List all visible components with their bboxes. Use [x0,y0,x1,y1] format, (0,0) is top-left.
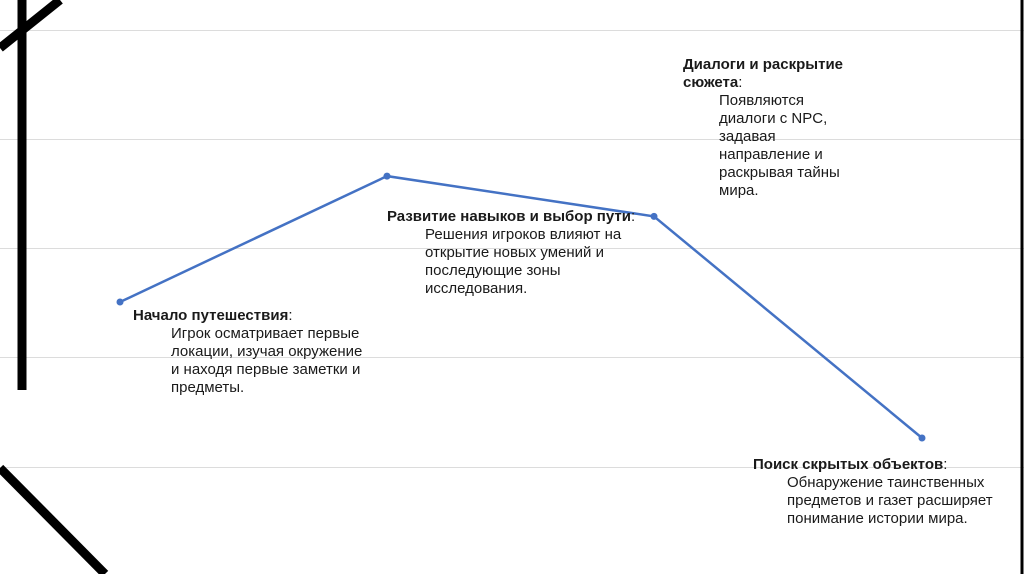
stage-description: Обнаружение таинственных предметов и газет расширяет понимание истории мира. [787,474,993,527]
stage-colon: : [288,307,293,324]
stage-title: Поиск скрытых объектов [753,456,944,473]
stage-title: Начало путешествия [133,307,289,324]
stage-colon: : [738,74,743,91]
stage-title: Диалоги и раскрытие сюжета [683,56,844,91]
stage-title: Развитие навыков и выбор пути [387,208,631,225]
stage-colon: : [943,456,948,473]
stage-colon: : [630,208,636,225]
frame-diagonal-top [0,0,60,48]
frame-diagonal-bottom [0,468,105,574]
stage-description: Появляются диалоги с NPC, задавая направление и раскрывая тайны мира. [719,92,840,199]
stage-description: Игрок осматривает первые локации, изучая окружение и находя первые заметки и предметы. [171,325,363,396]
stage-description: Решения игроков влияют на открытие новых умений и последующие зоны исследования. [425,226,622,297]
